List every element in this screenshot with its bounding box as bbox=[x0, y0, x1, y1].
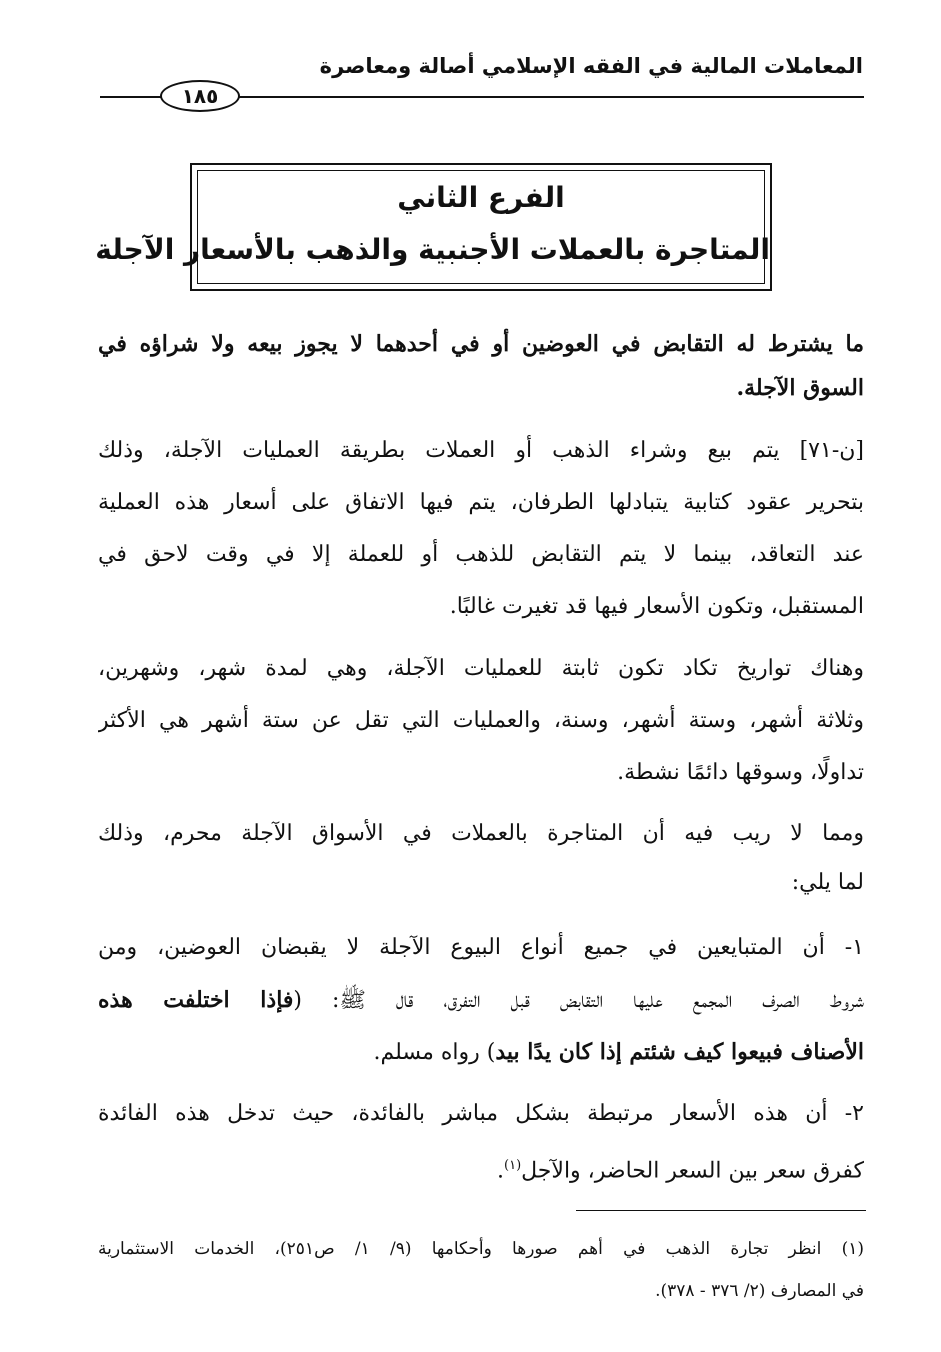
body-line: تداولًا، وسوقها دائمًا نشطة. bbox=[617, 760, 864, 785]
body-text: . bbox=[497, 1158, 504, 1184]
body-line bbox=[98, 1031, 864, 1073]
body-line bbox=[98, 1145, 864, 1187]
header-rule bbox=[100, 96, 162, 98]
section-label: الفرع الثاني bbox=[397, 181, 565, 214]
hadith-text: فإذا اختلفت هذه bbox=[98, 987, 294, 1013]
body-text: ) رواه مسلم. bbox=[373, 1040, 496, 1065]
footnote-rule bbox=[576, 1210, 866, 1211]
body-line: السوق الآجلة. bbox=[736, 375, 864, 401]
body-line: [ن-٧١] يتم بيع وشراء الذهب أو العملات بطريقة العمليات الآجلة، وذلك bbox=[98, 438, 864, 463]
hadith-text: الأصناف فبيعوا كيف شئتم إذا كان يدًا بيد bbox=[495, 1039, 864, 1065]
section-title-box bbox=[95, 163, 772, 291]
running-header: المعاملات المالية في الفقه الإسلامي أصالة ومعاصرة bbox=[319, 54, 863, 78]
body-text: شروط الصرف المجمع عليها التقابض قبل التفرق، قال ﷺ: ( bbox=[293, 988, 864, 1013]
header-rule bbox=[238, 96, 864, 98]
footnote-ref: (١) bbox=[504, 1158, 522, 1173]
body-line: المستقبل، وتكون الأسعار فيها قد تغيرت غالبًا. bbox=[449, 594, 864, 619]
body-line: وهناك تواريخ تكاد تكون ثابتة للعمليات الآجلة، وهي لمدة شهر، وشهرين، bbox=[98, 656, 864, 681]
footnote-line: في المصارف (٢/ ٣٧٦ - ٣٧٨). bbox=[655, 1281, 864, 1301]
page-number: ١٨٥ bbox=[160, 80, 240, 112]
section-title: المتاجرة بالعملات الأجنبية والذهب بالأسعار الآجلة bbox=[95, 233, 770, 266]
body-line: ٢- أن هذه الأسعار مرتبطة بشكل مباشر بالفائدة، حيث تدخل هذه الفائدة bbox=[98, 1101, 864, 1126]
body-line: ١- أن المتبايعين في جميع أنواع البيوع الآجلة لا يقبضان العوضين، ومن bbox=[98, 935, 864, 960]
body-text: كفرق سعر بين السعر الحاضر، والآجل bbox=[521, 1158, 864, 1184]
body-line bbox=[98, 979, 864, 1021]
body-line: لما يلي: bbox=[791, 870, 864, 895]
body-line: بتحرير عقود كتابية يتبادلها الطرفان، يتم فيها الاتفاق على أسعار هذه العملية bbox=[98, 490, 864, 515]
body-line: عند التعاقد، بينما لا يتم التقابض للذهب أو للعملة إلا في وقت لاحق في bbox=[98, 542, 864, 567]
body-line: ومما لا ريب فيه أن المتاجرة بالعملات في الأسواق الآجلة محرم، وذلك bbox=[98, 821, 864, 846]
body-line: وثلاثة أشهر، وستة أشهر، وسنة، والعمليات التي تقل عن ستة أشهر هي الأكثر bbox=[98, 708, 864, 733]
footnote-line: (١) انظر تجارة الذهب في أهم صورها وأحكامها (٩/ ١/ ص٢٥١)، الخدمات الاستثمارية bbox=[98, 1239, 864, 1259]
body-line: ما يشترط له التقابض في العوضين أو في أحدهما لا يجوز بيعه ولا شراؤه في bbox=[98, 331, 864, 357]
